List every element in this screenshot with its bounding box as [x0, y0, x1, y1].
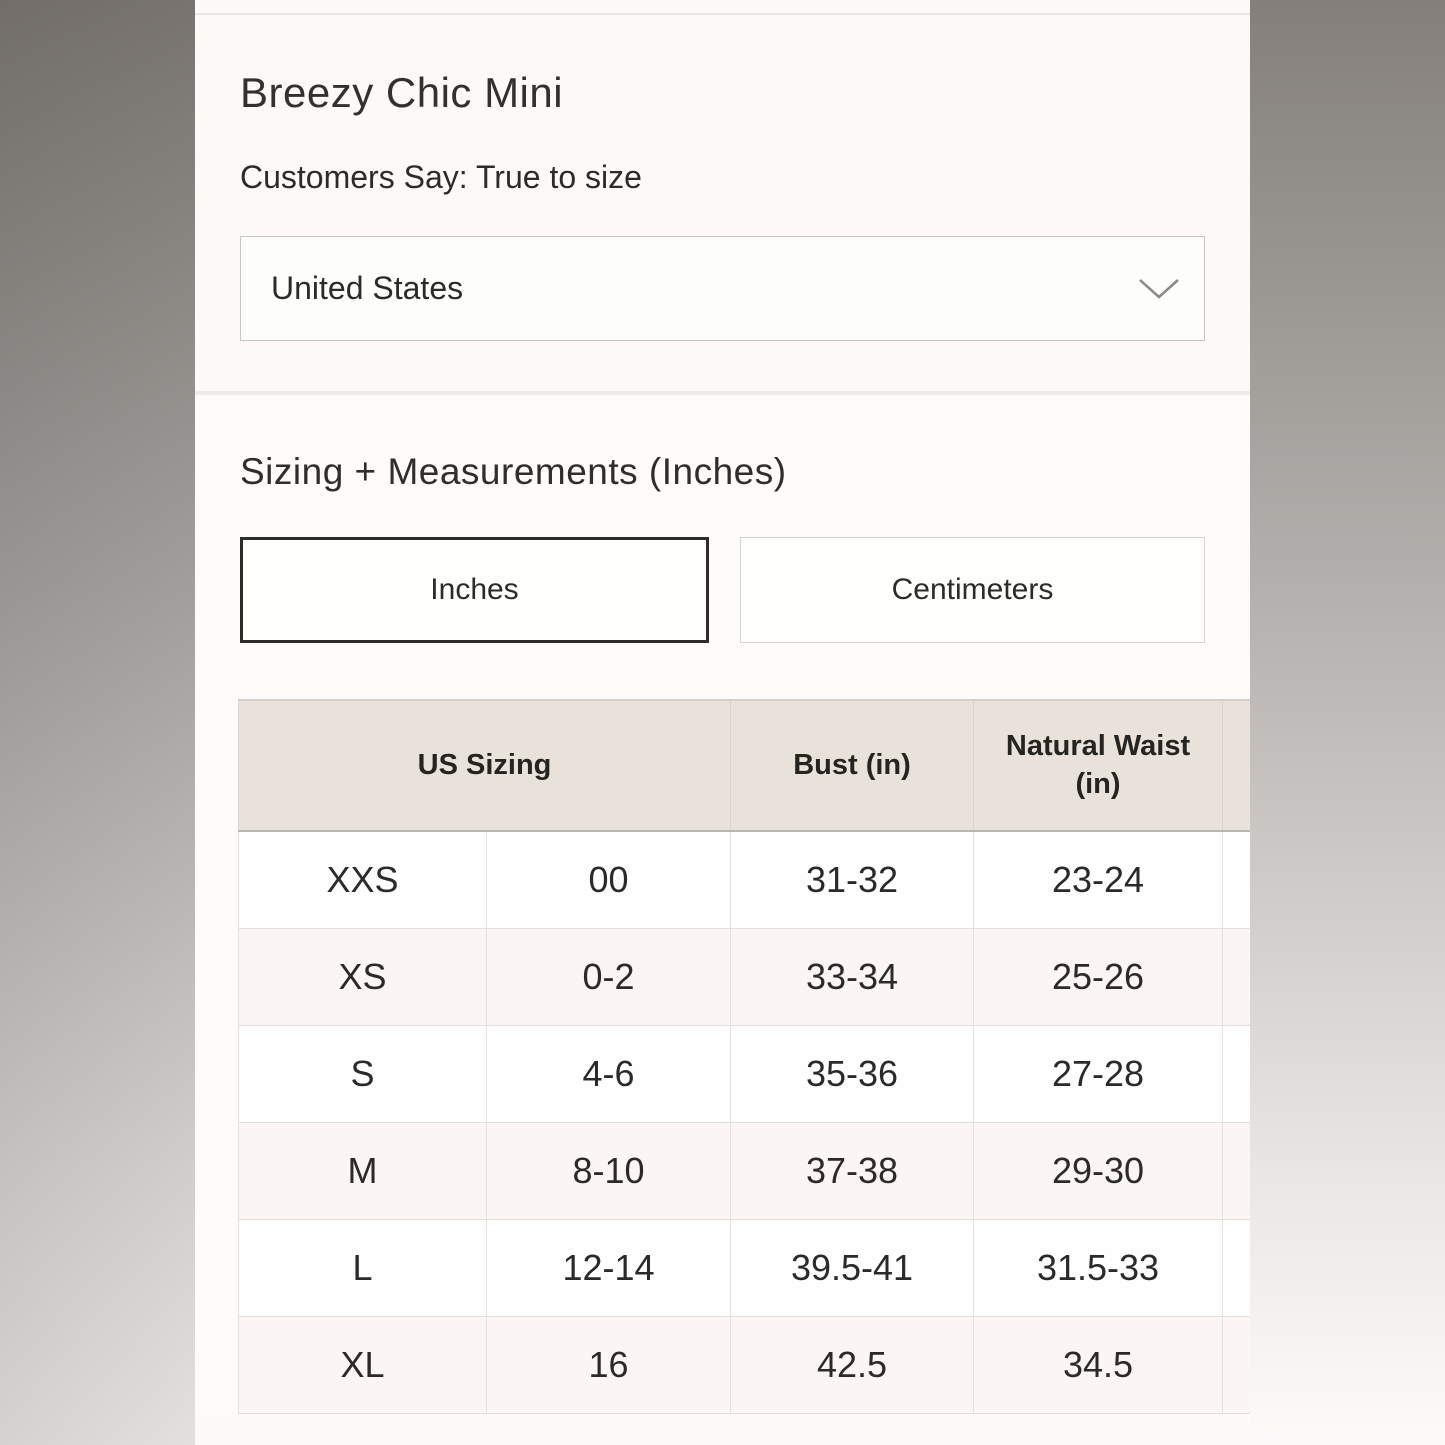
column-header-bust: Bust (in)	[731, 700, 974, 831]
cell-bust: 42.5	[731, 1316, 974, 1413]
table-row-l	[239, 1219, 1251, 1316]
column-header-natural-waist: Natural Waist (in)	[974, 700, 1223, 831]
size-table-header-row	[239, 700, 1251, 831]
cell-us: 00	[487, 831, 731, 928]
unit-toggle-inches[interactable]: Inches	[240, 537, 709, 643]
cell-cutoff	[1223, 1316, 1250, 1413]
cell-bust: 37-38	[731, 1122, 974, 1219]
cell-waist: 29-30	[974, 1122, 1223, 1219]
column-header-us-sizing: US Sizing	[239, 700, 731, 831]
chevron-down-icon	[1138, 277, 1180, 301]
cell-size: XXS	[239, 831, 487, 928]
cell-size: L	[239, 1219, 487, 1316]
cell-size: M	[239, 1122, 487, 1219]
unit-toggle-group	[240, 537, 1205, 643]
size-table-scroll-area[interactable]	[238, 699, 1250, 1414]
cell-size: S	[239, 1025, 487, 1122]
table-row-s	[239, 1025, 1251, 1122]
table-row-xs	[239, 928, 1251, 1025]
cell-us: 8-10	[487, 1122, 731, 1219]
size-guide-panel	[195, 0, 1250, 1445]
cell-size: XS	[239, 928, 487, 1025]
cell-cutoff	[1223, 1122, 1250, 1219]
product-title: Breezy Chic Mini	[240, 69, 564, 116]
country-select[interactable]	[240, 236, 1205, 341]
table-row-xl	[239, 1316, 1251, 1413]
cell-us: 4-6	[487, 1025, 731, 1122]
cell-us: 0-2	[487, 928, 731, 1025]
cell-waist: 34.5	[974, 1316, 1223, 1413]
cell-waist: 23-24	[974, 831, 1223, 928]
sizing-section	[195, 395, 1250, 1414]
cell-bust: 39.5-41	[731, 1219, 974, 1316]
table-row-xxs	[239, 831, 1251, 928]
table-row-m	[239, 1122, 1251, 1219]
cell-bust: 31-32	[731, 831, 974, 928]
cell-us: 12-14	[487, 1219, 731, 1316]
cell-us: 16	[487, 1316, 731, 1413]
cell-cutoff	[1223, 1025, 1250, 1122]
cell-bust: 35-36	[731, 1025, 974, 1122]
cell-waist: 25-26	[974, 928, 1223, 1025]
fit-note: Customers Say: True to size	[240, 159, 642, 195]
cell-cutoff	[1223, 928, 1250, 1025]
cell-bust: 33-34	[731, 928, 974, 1025]
unit-toggle-centimeters[interactable]: Centimeters	[740, 537, 1205, 643]
column-header-cutoff	[1223, 700, 1250, 831]
cell-cutoff	[1223, 831, 1250, 928]
cell-waist: 31.5-33	[974, 1219, 1223, 1316]
cell-size: XL	[239, 1316, 487, 1413]
sizing-heading: Sizing + Measurements (Inches)	[240, 451, 787, 492]
cell-waist: 27-28	[974, 1025, 1223, 1122]
size-table	[238, 699, 1250, 1414]
country-select-value: United States	[271, 270, 464, 306]
panel-top-divider	[195, 0, 1250, 15]
product-info-section	[195, 15, 1250, 395]
cell-cutoff	[1223, 1219, 1250, 1316]
